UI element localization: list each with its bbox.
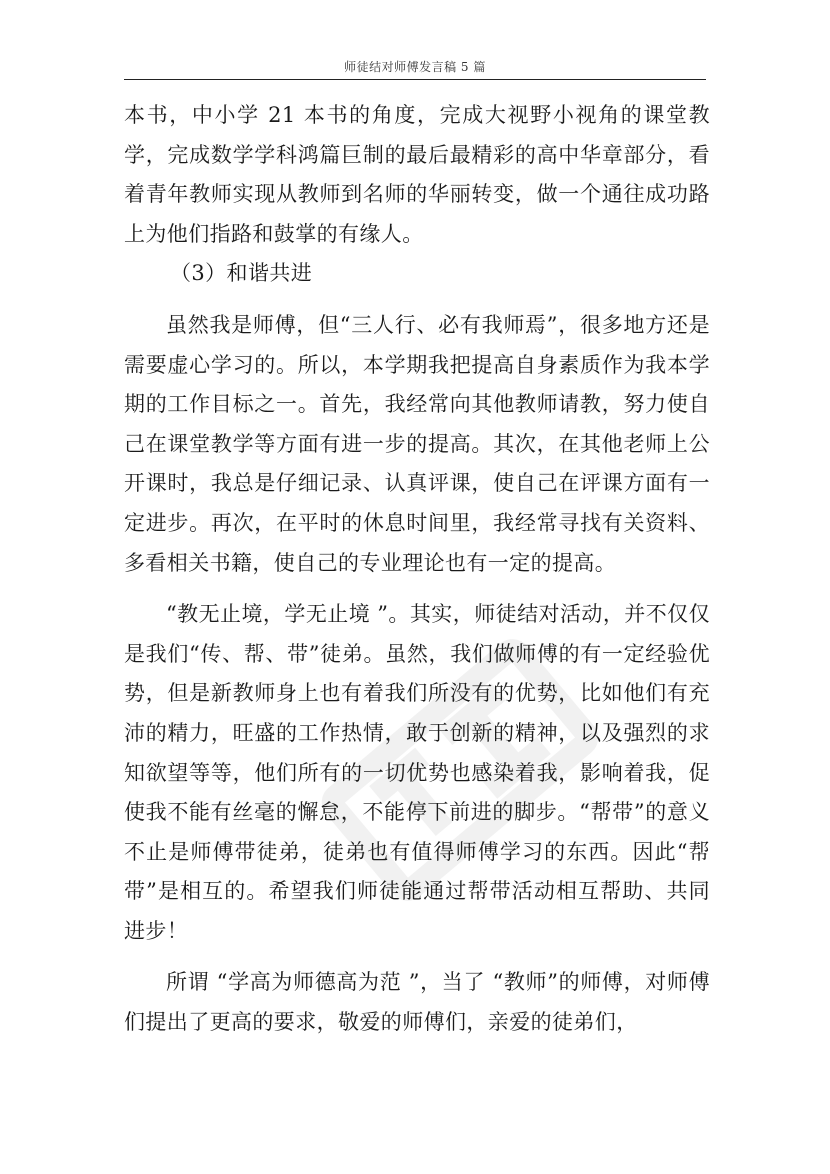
section-heading: （3）和谐共进 <box>170 261 313 286</box>
running-header: 师徒结对师傅发言稿 5 篇 <box>344 60 486 74</box>
body-text <box>124 96 710 1043</box>
header-rule <box>124 79 706 80</box>
paragraph-humility: 虽然我是师傅，但“三人行、必有我师焉”，很多地方还是需要虚心学习的。所以，本学期我把提高自身素质作为我本学期的工作目标之一。首先，我经常向其他教师请教，努力使自己在课堂教学等方面有进一步的提高。其次，在其他老师上公开课时，我总是仔细记录、认真评课，使自己在评课方面有一定进步。再次，在平时的休息时间里，我经常寻找有关资料、多看相关书籍，使自己的专业理论也有一定的提高。 <box>124 312 710 575</box>
paragraph-continuation: 本书，中小学 21 本书的角度，完成大视野小视角的课堂教学，完成数学学科鸿篇巨制的最后最精彩的高中华章部分，看着青年教师实现从教师到名师的华丽转变，做一个通往成功路上为他们指路和鼓掌的有缘人。 <box>124 103 710 246</box>
paragraph-mutual-learning: “教无止境，学无止境 ”。其实，师徒结对活动，并不仅仅是我们“传、帮、带”徒弟。虽然，我们做师傅的有一定经验优势，但是新教师身上也有着我们所没有的优势，比如他们有充沛的精力，旺盛的工作热情，敢于创新的精神，以及强烈的求知欲望等等，他们所有的一切优势也感染着我，影响着我，促使我不能有丝毫的懈怠，不能停下前进的脚步。“帮带”的意义不止是师傅带徒弟，徒弟也有值得师傅学习的东西。因此“帮带”是相互的。希望我们师徒能通过帮带活动相互帮助、共同进步！ <box>124 602 710 943</box>
paragraph-closing: 所谓 “学高为师德高为范 ”，当了 “教师”的师傅，对师傅们提出了更高的要求，敬爱的师傅们，亲爱的徒弟们， <box>124 970 710 1035</box>
